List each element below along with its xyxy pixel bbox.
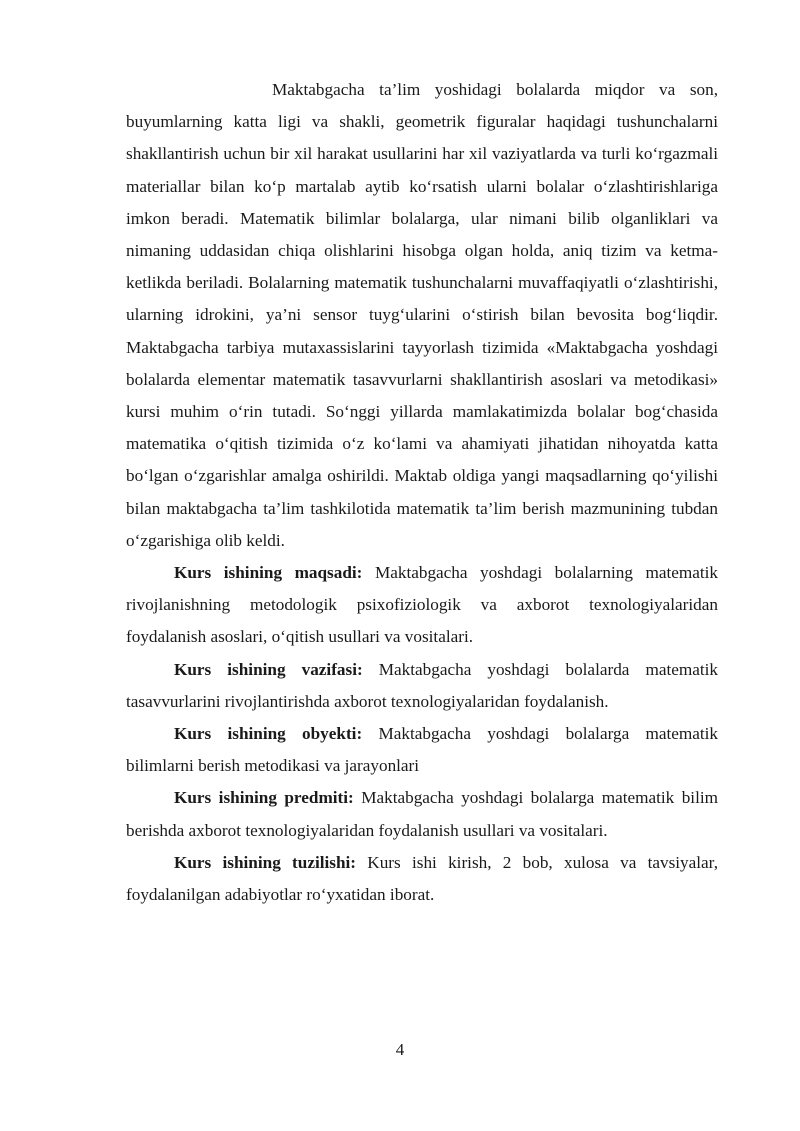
section-object-text: Maktabgacha yoshdagi bolalarga matematik bilimlarni berish metodikasi va jarayonlari	[126, 724, 718, 776]
section-subject-label: Kurs ishining predmiti:	[174, 788, 354, 808]
section-goal-text: Maktabgacha yoshdagi bolalarning matematik rivojlanishning metodologik psixofiziologik va axborot texnologiyalaridan foydalanish asoslari, o‘qitish usullari va vositalari.	[126, 563, 718, 647]
section-task-text: Maktabgacha yoshdagi bolalarda matematik tasavvurlarini rivojlantirishda axborot texnologiyalaridan foydalanish.	[126, 659, 718, 711]
section-task	[126, 654, 718, 718]
section-structure	[126, 847, 718, 911]
section-structure-text: Kurs ishi kirish, 2 bob, xulosa va tavsiyalar, foydalanilgan adabiyotlar ro‘yxatidan iborat.	[126, 852, 719, 905]
section-goal-label: Kurs ishining maqsadi:	[174, 563, 363, 583]
section-subject-text: Maktabgacha yoshdagi bolalarga matematik bilim berishda axborot texnologiyalaridan foydalanish usullari va vositalari.	[126, 788, 718, 840]
section-subject	[126, 782, 718, 846]
section-goal	[126, 557, 718, 654]
section-task-label: Kurs ishining vazifasi:	[174, 659, 363, 679]
section-structure-label: Kurs ishining tuzilishi:	[174, 852, 357, 872]
intro-paragraph: Maktabgacha ta’lim yoshidagi bolalarda miqdor va son, buyumlarning katta ligi va shakli, geometrik figuralar haqidagi tushunchalarni shakllantirish uchun bir xil harakat usullarini har xil vaziyatlarda va turli ko‘rgazmali materiallar bilan ko‘p martalab aytib ko‘rsatish ularni bolalar o‘zlashtirishlariga imkon beradi. Matematik bilimlar bolalarga, ular nimani bilib olganliklari va nimaning uddasidan chiqa olishlarini hisobga olgan holda, aniq tizim va ketma-ketlikda beriladi. Bolalarning matematik tushunchalarni muvaffaqiyatli o‘zlashtirishi, ularning idrokini, ya’ni sensor tuyg‘ularini o‘stirish bilan bevosita bog‘liqdir. Maktabgacha tarbiya mutaxassislarini tayyorlash tizimida «Maktabgacha yoshdagi bolalarda elementar matematik tasavvurlarni shakllantirish asoslari va metodikasi» kursi muhim o‘rin tutadi. So‘nggi yillarda mamlakatimizda bolalar bog‘chasida matematika o‘qitish tizimida o‘z ko‘lami va ahamiyati jihatidan nihoyatda katta bo‘lgan o‘zgarishlar amalga oshirildi. Maktab oldiga yangi maqsadlarning qo‘yilishi bilan maktabgacha ta’lim tashkilotida matematik ta’lim berish mazmunining tubdan o‘zgarishiga olib keldi.	[126, 80, 718, 550]
section-object	[126, 718, 718, 782]
page-number: 4	[395, 1040, 405, 1059]
section-object-label: Kurs ishining obyekti:	[174, 724, 363, 744]
document-page	[126, 74, 718, 911]
